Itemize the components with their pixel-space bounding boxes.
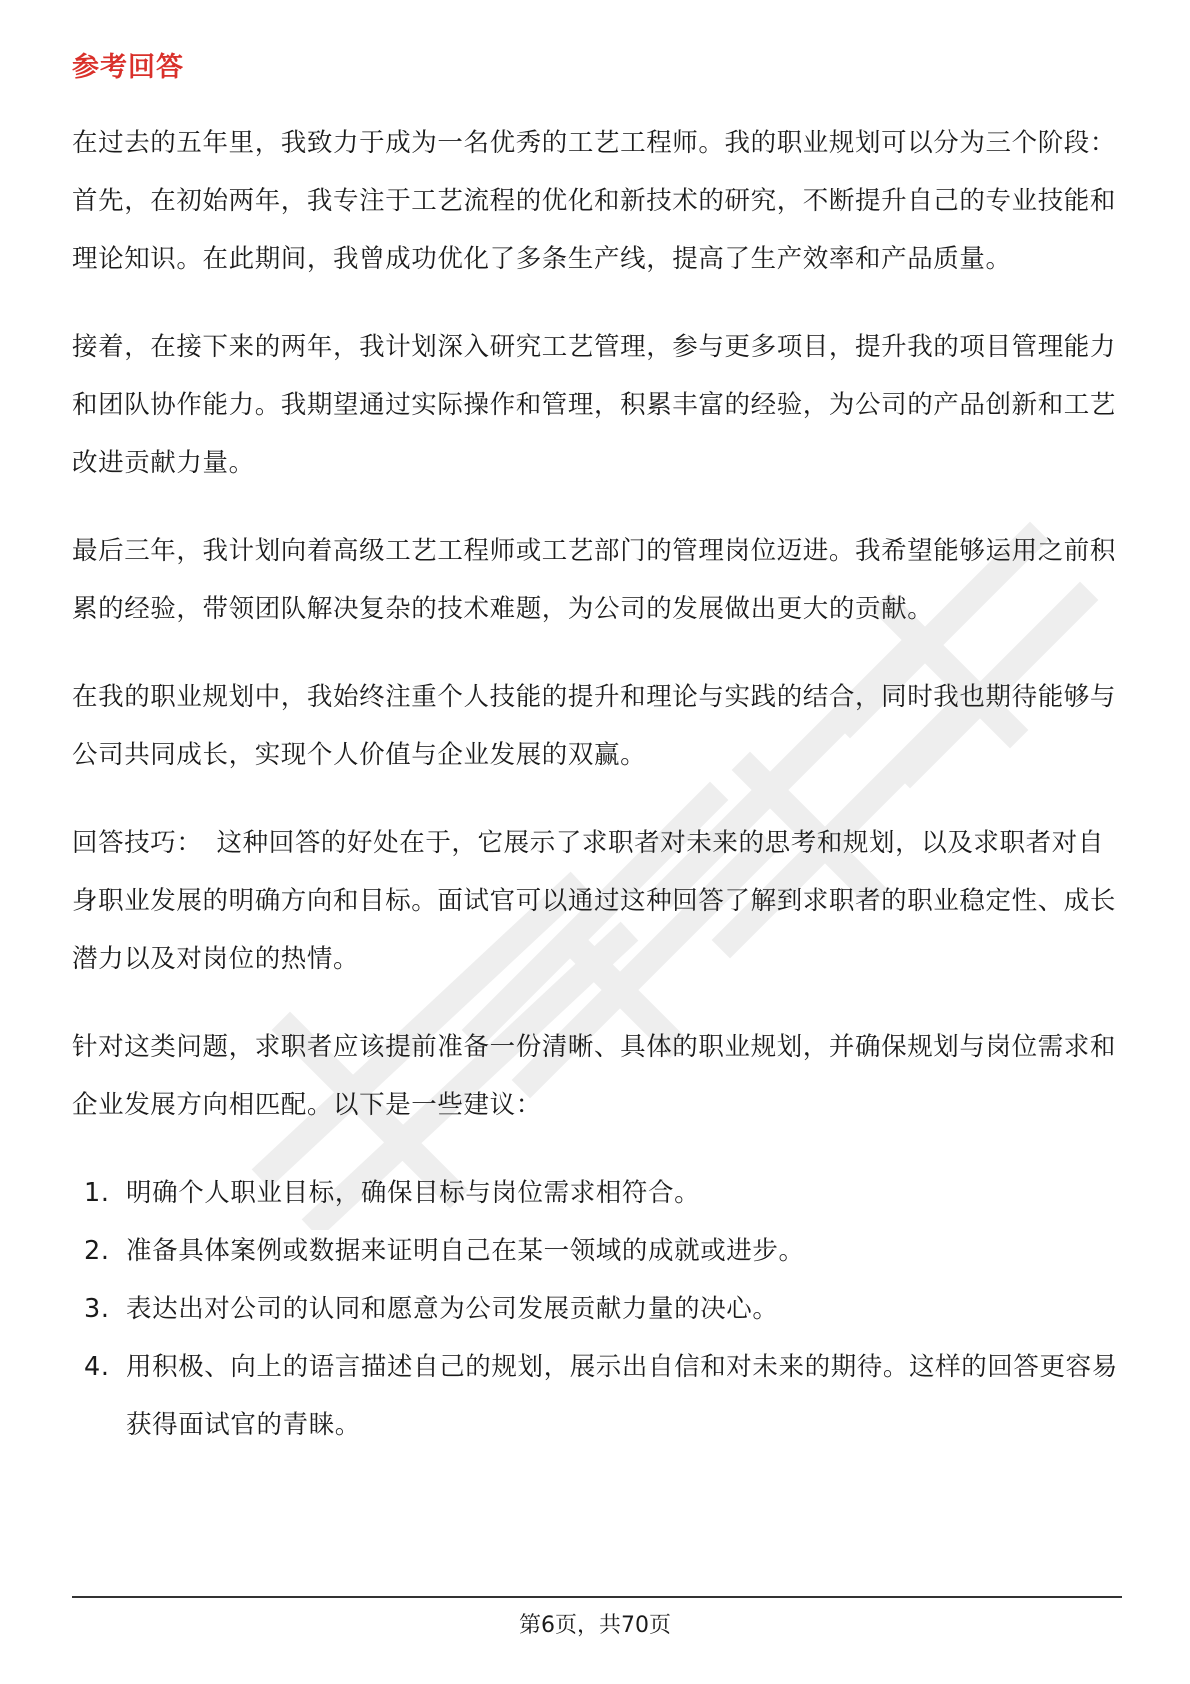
- tips-paragraph: [72, 814, 1122, 988]
- list-item-number: 2.: [84, 1236, 110, 1266]
- list-item: [72, 1222, 1122, 1280]
- page-number: 第6页，共70页: [519, 1613, 671, 1638]
- list-item-number: 3.: [84, 1294, 110, 1324]
- footer-divider: [72, 1596, 1122, 1598]
- tips-label: 回答技巧：: [72, 828, 203, 858]
- answer-paragraph-3: 最后三年，我计划向着高级工艺工程师或工艺部门的管理岗位迈进。我希望能够运用之前积累的经验，带领团队解决复杂的技术难题，为公司的发展做出更大的贡献。: [72, 536, 1117, 624]
- list-item-number: 1.: [84, 1178, 110, 1208]
- section-title: 参考回答: [72, 52, 184, 83]
- advice-list: [72, 1164, 1122, 1454]
- list-item: [72, 1164, 1122, 1222]
- list-item: [72, 1338, 1122, 1454]
- advice-intro: 针对这类问题，求职者应该提前准备一份清晰、具体的职业规划，并确保规划与岗位需求和企业发展方向相匹配。以下是一些建议：: [72, 1032, 1117, 1120]
- list-item-text: 表达出对公司的认同和愿意为公司发展贡献力量的决心。: [126, 1294, 779, 1324]
- list-item: [72, 1280, 1122, 1338]
- tips-text: 这种回答的好处在于，它展示了求职者对未来的思考和规划，以及求职者对自身职业发展的明确方向和目标。面试官可以通过这种回答了解到求职者的职业稳定性、成长潜力以及对岗位的热情。: [72, 828, 1117, 974]
- list-item-text: 明确个人职业目标，确保目标与岗位需求相符合。: [126, 1178, 701, 1208]
- answer-paragraph-2: 接着，在接下来的两年，我计划深入研究工艺管理，参与更多项目，提升我的项目管理能力和团队协作能力。我期望通过实际操作和管理，积累丰富的经验，为公司的产品创新和工艺改进贡献力量。: [72, 332, 1117, 478]
- main-content: [72, 48, 1122, 1454]
- list-item-text: 准备具体案例或数据来证明自己在某一领域的成就或进步。: [126, 1236, 805, 1266]
- answer-paragraph-4: 在我的职业规划中，我始终注重个人技能的提升和理论与实践的结合，同时我也期待能够与公司共同成长，实现个人价值与企业发展的双赢。: [72, 682, 1117, 770]
- list-item-number: 4.: [84, 1352, 110, 1382]
- answer-paragraph-1: 在过去的五年里，我致力于成为一名优秀的工艺工程师。我的职业规划可以分为三个阶段：首先，在初始两年，我专注于工艺流程的优化和新技术的研究，不断提升自己的专业技能和理论知识。在此期间，我曾成功优化了多条生产线，提高了生产效率和产品质量。: [72, 128, 1117, 274]
- list-item-text: 用积极、向上的语言描述自己的规划，展示出自信和对未来的期待。这样的回答更容易获得面试官的青睐。: [126, 1352, 1118, 1440]
